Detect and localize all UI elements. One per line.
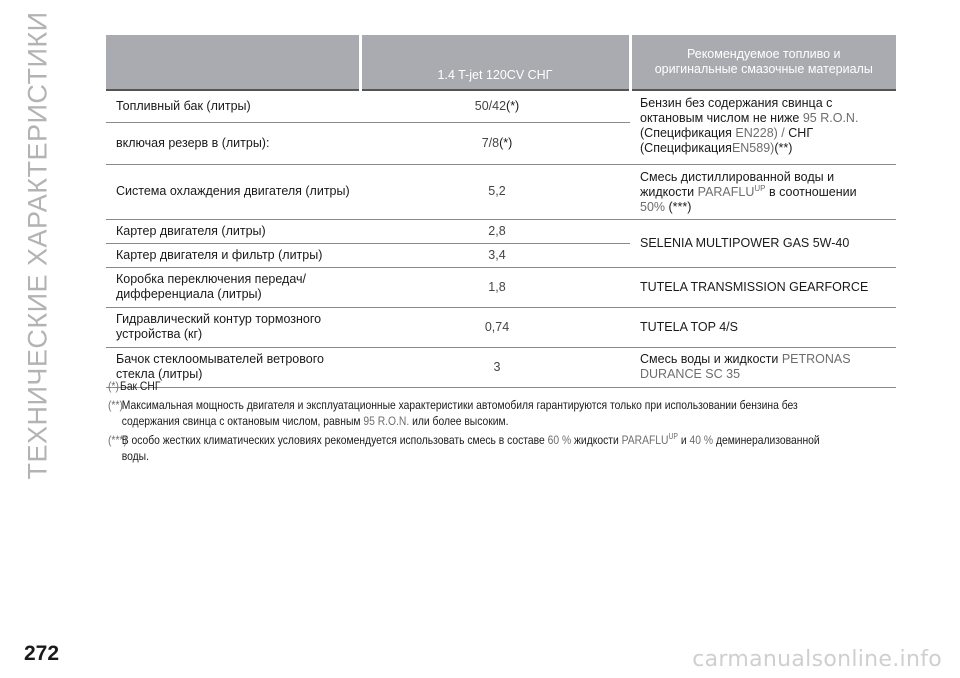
table-row: [106, 90, 896, 122]
footnote-1: (*) Бак СНГ: [108, 379, 161, 393]
row-label-washer: Бачок стеклоомывателей ветрового стекла (литры): [106, 347, 360, 387]
row-rec-brakes: TUTELA TOP 4/S: [630, 307, 896, 347]
header-col-1: [106, 35, 360, 90]
row-rec-cooling: Смесь дистиллированной воды и жидкости $PARAFLU^{UP}$ в соотношении 50% (***): [630, 164, 896, 219]
row-rec-washer: Смесь воды и жидкости PETRONAS DURANCE SC 35: [630, 347, 896, 387]
row-label-crankcase: Картер двигателя (литры): [106, 219, 360, 243]
table-header: [106, 35, 896, 90]
header-col-recommended: [630, 35, 896, 90]
spec-table: [106, 35, 896, 388]
row-label-reserve: включая резерв в (литры):: [106, 122, 360, 164]
row-label-brakes: Гидравлический контур тормозного устройства (кг): [106, 307, 360, 347]
table-row: [106, 164, 896, 219]
row-value-brakes: 0,74: [360, 307, 630, 347]
table-row: [106, 267, 896, 307]
row-value-fuel-tank: 50/42(*): [360, 90, 630, 122]
row-rec-oil: SELENIA MULTIPOWER GAS 5W-40: [630, 219, 896, 267]
row-value-gearbox: 1,8: [360, 267, 630, 307]
section-title: [8, 10, 68, 480]
section-title-text: ТЕХНИЧЕСКИЕ ХАРАКТЕРИСТИКИ: [22, 10, 53, 480]
table-row: [106, 219, 896, 243]
row-label-gearbox: Коробка переключения передач/ дифференциала (литры): [106, 267, 360, 307]
row-value-crankcase: 2,8: [360, 219, 630, 243]
footnote-2: (**) Максимальная мощность двигателя и эксплуатационные характеристики автомобиля гарантируются только при использовании бензина без содержания свинца с октановым числом, равным 95 R.O.N. или более высоким.: [108, 398, 798, 428]
page-number: 272: [24, 642, 60, 665]
row-label-crankcase-filter: Картер двигателя и фильтр (литры): [106, 243, 360, 267]
header-rec-line1: Рекомендуемое топливо и: [686, 47, 841, 61]
row-rec-gearbox: TUTELA TRANSMISSION GEARFORCE: [630, 267, 896, 307]
row-value-washer: 3: [360, 347, 630, 387]
row-value-reserve: 7/8(*): [360, 122, 630, 164]
header-col-engine: 1.4 T-jet 120CV СНГ: [360, 35, 630, 90]
table-row: [106, 307, 896, 347]
row-rec-fuel: Бензин без содержания свинца с октановым числом не ниже 95 R.O.N. (Спецификация EN228) / СНГ (СпецификацияEN589)(**): [630, 90, 896, 164]
row-label-cooling: Система охлаждения двигателя (литры): [106, 164, 360, 219]
row-value-cooling: 5,2: [360, 164, 630, 219]
row-value-crankcase-filter: 3,4: [360, 243, 630, 267]
row-label-fuel-tank: Топливный бак (литры): [106, 90, 360, 122]
watermark: carmanualsonline.info: [692, 647, 942, 672]
header-rec-line2: оригинальные смазочные материалы: [654, 62, 873, 76]
footnotes: [108, 378, 882, 464]
footnote-3: (***) В особо жестких климатических условиях рекомендуется использовать смесь в составе 60 % жидкости $PARAFLU^{UP}$ и 40 % деминерализованной воды.: [108, 432, 820, 463]
